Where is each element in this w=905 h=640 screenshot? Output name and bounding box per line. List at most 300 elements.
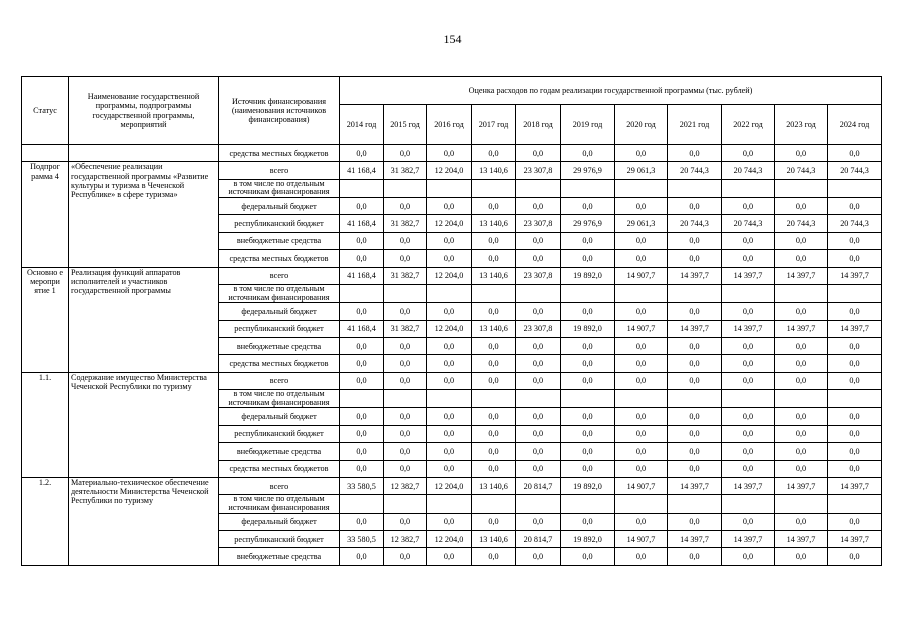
name-cell: «Обеспечение реализации государственной программы «Развитие культуры и туризма в Чеченской Республике» в сфере туризма»: [69, 162, 219, 267]
table-body: [22, 145, 882, 566]
source-cell: республиканский бюджет: [219, 530, 340, 547]
value-cell: 0,0: [340, 425, 384, 442]
value-cell: 0,0: [516, 250, 561, 267]
value-cell: 0,0: [561, 198, 615, 215]
value-cell: 0,0: [615, 355, 668, 372]
value-cell: 23 307,8: [516, 215, 561, 232]
value-cell: 14 397,7: [722, 477, 775, 494]
value-cell: [561, 284, 615, 302]
value-cell: 14 397,7: [668, 320, 722, 337]
value-cell: 0,0: [384, 355, 427, 372]
value-cell: 0,0: [561, 513, 615, 530]
value-cell: 0,0: [722, 513, 775, 530]
value-cell: 0,0: [828, 460, 882, 477]
value-cell: 14 397,7: [668, 530, 722, 547]
value-cell: 0,0: [427, 513, 472, 530]
table-row: [22, 145, 882, 162]
status-cell: 1.2.: [22, 477, 69, 565]
value-cell: 0,0: [828, 513, 882, 530]
value-cell: 0,0: [561, 460, 615, 477]
source-header: Источник финансирования (наименования источников финансирования): [219, 77, 340, 145]
value-cell: [472, 179, 516, 197]
value-cell: 0,0: [722, 408, 775, 425]
value-cell: 0,0: [340, 303, 384, 320]
value-cell: 0,0: [340, 145, 384, 162]
value-cell: 12 204,0: [427, 530, 472, 547]
value-cell: 0,0: [775, 355, 828, 372]
value-cell: 23 307,8: [516, 267, 561, 284]
value-cell: 0,0: [722, 460, 775, 477]
value-cell: [384, 495, 427, 513]
value-cell: [340, 284, 384, 302]
source-cell: всего: [219, 372, 340, 389]
value-cell: 0,0: [775, 372, 828, 389]
value-cell: 0,0: [516, 372, 561, 389]
value-cell: 0,0: [561, 355, 615, 372]
value-cell: 14 397,7: [828, 267, 882, 284]
value-cell: 29 976,9: [561, 215, 615, 232]
value-cell: 0,0: [516, 355, 561, 372]
year-header: 2020 год: [615, 105, 668, 145]
value-cell: 0,0: [668, 443, 722, 460]
source-cell: республиканский бюджет: [219, 215, 340, 232]
value-cell: [427, 284, 472, 302]
value-cell: [775, 495, 828, 513]
value-cell: 23 307,8: [516, 320, 561, 337]
value-cell: 0,0: [615, 425, 668, 442]
value-cell: 14 397,7: [722, 267, 775, 284]
year-header: 2017 год: [472, 105, 516, 145]
year-header: 2021 год: [668, 105, 722, 145]
name-cell: Материально-техническое обеспечение деятельности Министерства Чеченской Республики по туризму: [69, 477, 219, 565]
value-cell: 0,0: [668, 355, 722, 372]
value-cell: 13 140,6: [472, 320, 516, 337]
value-cell: 0,0: [516, 303, 561, 320]
source-cell: внебюджетные средства: [219, 232, 340, 249]
value-cell: 19 892,0: [561, 477, 615, 494]
source-cell: внебюджетные средства: [219, 443, 340, 460]
value-cell: 0,0: [668, 198, 722, 215]
table-row: [22, 162, 882, 179]
value-cell: 0,0: [615, 408, 668, 425]
source-cell: федеральный бюджет: [219, 513, 340, 530]
value-cell: 0,0: [561, 145, 615, 162]
status-header: Статус: [22, 77, 69, 145]
value-cell: 14 397,7: [775, 477, 828, 494]
value-cell: 0,0: [472, 250, 516, 267]
value-cell: 41 168,4: [340, 267, 384, 284]
value-cell: 0,0: [472, 198, 516, 215]
value-cell: 14 907,7: [615, 267, 668, 284]
value-cell: 0,0: [828, 250, 882, 267]
value-cell: 0,0: [384, 443, 427, 460]
source-cell: средства местных бюджетов: [219, 250, 340, 267]
source-cell: всего: [219, 477, 340, 494]
value-cell: 0,0: [668, 460, 722, 477]
value-cell: 14 397,7: [722, 320, 775, 337]
source-cell: в том числе по отдельным источникам финансирования: [219, 495, 340, 513]
table-row: [22, 477, 882, 494]
value-cell: 31 382,7: [384, 162, 427, 179]
value-cell: 0,0: [384, 250, 427, 267]
value-cell: 0,0: [828, 355, 882, 372]
value-cell: 0,0: [384, 425, 427, 442]
value-cell: 0,0: [427, 232, 472, 249]
value-cell: 0,0: [722, 443, 775, 460]
value-cell: 13 140,6: [472, 162, 516, 179]
value-cell: 19 892,0: [561, 530, 615, 547]
value-cell: 14 907,7: [615, 477, 668, 494]
value-cell: 0,0: [427, 337, 472, 354]
status-cell: Основно е меропри ятие 1: [22, 267, 69, 372]
value-cell: 0,0: [472, 232, 516, 249]
value-cell: 14 397,7: [775, 320, 828, 337]
value-cell: [384, 284, 427, 302]
value-cell: 0,0: [775, 425, 828, 442]
value-cell: 0,0: [384, 232, 427, 249]
value-cell: 0,0: [384, 460, 427, 477]
value-cell: 13 140,6: [472, 267, 516, 284]
value-cell: [615, 284, 668, 302]
source-cell: в том числе по отдельным источникам финансирования: [219, 284, 340, 302]
value-cell: 29 061,3: [615, 215, 668, 232]
status-cell: 1.1.: [22, 372, 69, 477]
value-cell: 0,0: [427, 250, 472, 267]
empty-cell: [69, 145, 219, 162]
value-cell: 13 140,6: [472, 215, 516, 232]
table-row: [22, 267, 882, 284]
value-cell: [828, 284, 882, 302]
value-cell: 0,0: [340, 355, 384, 372]
source-cell: средства местных бюджетов: [219, 460, 340, 477]
value-cell: 20 744,3: [668, 162, 722, 179]
budget-table: [21, 76, 882, 566]
source-cell: федеральный бюджет: [219, 303, 340, 320]
value-cell: 41 168,4: [340, 162, 384, 179]
value-cell: 19 892,0: [561, 267, 615, 284]
value-cell: [668, 495, 722, 513]
value-cell: [828, 390, 882, 408]
value-cell: 0,0: [722, 425, 775, 442]
value-cell: 12 204,0: [427, 162, 472, 179]
value-cell: 20 744,3: [775, 215, 828, 232]
value-cell: 0,0: [472, 548, 516, 565]
value-cell: [561, 495, 615, 513]
value-cell: [775, 284, 828, 302]
value-cell: 20 744,3: [828, 215, 882, 232]
value-cell: 0,0: [427, 355, 472, 372]
value-cell: 0,0: [775, 513, 828, 530]
table-header: [22, 77, 882, 145]
value-cell: 0,0: [828, 408, 882, 425]
value-cell: [668, 179, 722, 197]
value-cell: 0,0: [340, 372, 384, 389]
value-cell: [561, 179, 615, 197]
value-cell: 0,0: [427, 198, 472, 215]
value-cell: 0,0: [472, 425, 516, 442]
value-cell: 0,0: [615, 513, 668, 530]
value-cell: 0,0: [668, 303, 722, 320]
value-cell: [775, 390, 828, 408]
value-cell: 0,0: [516, 232, 561, 249]
value-cell: 0,0: [340, 443, 384, 460]
value-cell: 31 382,7: [384, 215, 427, 232]
value-cell: 12 204,0: [427, 215, 472, 232]
value-cell: 0,0: [340, 513, 384, 530]
value-cell: 0,0: [384, 408, 427, 425]
value-cell: 14 397,7: [828, 320, 882, 337]
value-cell: 0,0: [427, 408, 472, 425]
value-cell: 0,0: [775, 337, 828, 354]
source-cell: внебюджетные средства: [219, 548, 340, 565]
source-cell: федеральный бюджет: [219, 198, 340, 215]
value-cell: 0,0: [472, 460, 516, 477]
value-cell: 0,0: [340, 460, 384, 477]
value-cell: 0,0: [668, 548, 722, 565]
value-cell: 0,0: [775, 443, 828, 460]
value-cell: 14 397,7: [775, 530, 828, 547]
value-cell: 0,0: [775, 250, 828, 267]
source-cell: всего: [219, 162, 340, 179]
value-cell: 0,0: [668, 425, 722, 442]
value-cell: 0,0: [828, 232, 882, 249]
year-header: 2014 год: [340, 105, 384, 145]
empty-cell: [22, 145, 69, 162]
value-cell: [340, 390, 384, 408]
value-cell: 0,0: [472, 443, 516, 460]
value-cell: 14 397,7: [828, 477, 882, 494]
estimate-header: Оценка расходов по годам реализации государственной программы (тыс. рублей): [340, 77, 882, 105]
value-cell: 0,0: [775, 145, 828, 162]
value-cell: [722, 284, 775, 302]
value-cell: 14 397,7: [828, 530, 882, 547]
value-cell: 0,0: [775, 548, 828, 565]
value-cell: [427, 390, 472, 408]
value-cell: 14 397,7: [668, 267, 722, 284]
value-cell: 0,0: [427, 425, 472, 442]
value-cell: 0,0: [561, 443, 615, 460]
value-cell: 0,0: [340, 232, 384, 249]
value-cell: 0,0: [472, 408, 516, 425]
value-cell: 0,0: [384, 337, 427, 354]
source-cell: федеральный бюджет: [219, 408, 340, 425]
value-cell: 0,0: [668, 513, 722, 530]
name-header: Наименование государственной программы, подпрограммы государственной программы, мероприятий: [69, 77, 219, 145]
value-cell: 0,0: [775, 198, 828, 215]
value-cell: 0,0: [775, 232, 828, 249]
value-cell: 31 382,7: [384, 320, 427, 337]
year-header: 2016 год: [427, 105, 472, 145]
value-cell: [615, 390, 668, 408]
value-cell: 0,0: [384, 548, 427, 565]
value-cell: 0,0: [384, 372, 427, 389]
value-cell: 0,0: [828, 198, 882, 215]
value-cell: 0,0: [472, 337, 516, 354]
source-cell: средства местных бюджетов: [219, 145, 340, 162]
value-cell: 0,0: [828, 372, 882, 389]
value-cell: 0,0: [516, 548, 561, 565]
value-cell: 0,0: [472, 145, 516, 162]
status-cell: Подпрог рамма 4: [22, 162, 69, 267]
value-cell: [340, 179, 384, 197]
value-cell: 0,0: [384, 303, 427, 320]
value-cell: [516, 390, 561, 408]
value-cell: [427, 179, 472, 197]
value-cell: [472, 495, 516, 513]
value-cell: 0,0: [722, 145, 775, 162]
value-cell: [668, 284, 722, 302]
value-cell: 0,0: [516, 145, 561, 162]
value-cell: 0,0: [516, 460, 561, 477]
page-number: 154: [443, 32, 462, 46]
value-cell: 0,0: [427, 303, 472, 320]
year-header: 2023 год: [775, 105, 828, 145]
value-cell: 14 907,7: [615, 530, 668, 547]
value-cell: 0,0: [472, 372, 516, 389]
value-cell: 41 168,4: [340, 320, 384, 337]
value-cell: 20 744,3: [668, 215, 722, 232]
value-cell: 0,0: [722, 372, 775, 389]
value-cell: 0,0: [561, 548, 615, 565]
value-cell: [561, 390, 615, 408]
value-cell: 0,0: [615, 443, 668, 460]
value-cell: 0,0: [668, 232, 722, 249]
value-cell: 0,0: [615, 372, 668, 389]
value-cell: [516, 495, 561, 513]
value-cell: 0,0: [775, 408, 828, 425]
value-cell: 20 744,3: [775, 162, 828, 179]
value-cell: 0,0: [340, 250, 384, 267]
year-header: 2019 год: [561, 105, 615, 145]
value-cell: 0,0: [722, 303, 775, 320]
value-cell: 0,0: [516, 337, 561, 354]
name-cell: Реализация функций аппаратов исполнителей и участников государственной программы: [69, 267, 219, 372]
value-cell: 13 140,6: [472, 477, 516, 494]
value-cell: 0,0: [561, 425, 615, 442]
value-cell: [775, 179, 828, 197]
value-cell: 0,0: [668, 372, 722, 389]
source-cell: средства местных бюджетов: [219, 355, 340, 372]
year-header: 2024 год: [828, 105, 882, 145]
value-cell: 12 382,7: [384, 477, 427, 494]
value-cell: 0,0: [668, 337, 722, 354]
value-cell: 0,0: [427, 460, 472, 477]
source-cell: в том числе по отдельным источникам финансирования: [219, 390, 340, 408]
value-cell: [384, 390, 427, 408]
value-cell: 0,0: [615, 303, 668, 320]
value-cell: 0,0: [828, 425, 882, 442]
value-cell: 0,0: [561, 250, 615, 267]
value-cell: 0,0: [615, 548, 668, 565]
source-cell: республиканский бюджет: [219, 425, 340, 442]
value-cell: 0,0: [561, 372, 615, 389]
value-cell: 0,0: [516, 198, 561, 215]
value-cell: 29 976,9: [561, 162, 615, 179]
value-cell: 0,0: [615, 250, 668, 267]
value-cell: [516, 179, 561, 197]
value-cell: 0,0: [340, 198, 384, 215]
value-cell: [668, 390, 722, 408]
value-cell: [615, 495, 668, 513]
value-cell: 0,0: [384, 513, 427, 530]
value-cell: 0,0: [516, 425, 561, 442]
value-cell: 0,0: [561, 337, 615, 354]
source-cell: республиканский бюджет: [219, 320, 340, 337]
value-cell: 0,0: [722, 337, 775, 354]
value-cell: 14 397,7: [722, 530, 775, 547]
year-header: 2015 год: [384, 105, 427, 145]
value-cell: [722, 495, 775, 513]
value-cell: 0,0: [427, 372, 472, 389]
value-cell: [340, 495, 384, 513]
value-cell: 0,0: [340, 548, 384, 565]
value-cell: 0,0: [340, 408, 384, 425]
value-cell: [384, 179, 427, 197]
value-cell: 0,0: [472, 513, 516, 530]
value-cell: 0,0: [722, 250, 775, 267]
value-cell: 0,0: [561, 303, 615, 320]
value-cell: 0,0: [384, 198, 427, 215]
value-cell: 20 744,3: [722, 215, 775, 232]
value-cell: 33 580,5: [340, 477, 384, 494]
value-cell: 0,0: [516, 408, 561, 425]
value-cell: [828, 495, 882, 513]
source-cell: внебюджетные средства: [219, 337, 340, 354]
value-cell: 0,0: [828, 548, 882, 565]
value-cell: 0,0: [561, 232, 615, 249]
value-cell: 0,0: [668, 408, 722, 425]
value-cell: 20 744,3: [828, 162, 882, 179]
value-cell: 0,0: [615, 337, 668, 354]
value-cell: 0,0: [427, 548, 472, 565]
value-cell: 33 580,5: [340, 530, 384, 547]
value-cell: 41 168,4: [340, 215, 384, 232]
value-cell: 20 814,7: [516, 530, 561, 547]
value-cell: 0,0: [615, 232, 668, 249]
value-cell: 12 382,7: [384, 530, 427, 547]
value-cell: 0,0: [722, 355, 775, 372]
value-cell: 0,0: [427, 145, 472, 162]
value-cell: 0,0: [722, 548, 775, 565]
value-cell: 13 140,6: [472, 530, 516, 547]
value-cell: 23 307,8: [516, 162, 561, 179]
value-cell: 0,0: [561, 408, 615, 425]
value-cell: [427, 495, 472, 513]
value-cell: 0,0: [427, 443, 472, 460]
value-cell: 0,0: [384, 145, 427, 162]
value-cell: 19 892,0: [561, 320, 615, 337]
value-cell: [722, 390, 775, 408]
value-cell: [722, 179, 775, 197]
value-cell: 0,0: [668, 145, 722, 162]
value-cell: 0,0: [340, 337, 384, 354]
value-cell: [472, 284, 516, 302]
value-cell: 0,0: [668, 250, 722, 267]
value-cell: 0,0: [615, 198, 668, 215]
value-cell: 0,0: [615, 460, 668, 477]
table-row: [22, 372, 882, 389]
value-cell: 14 397,7: [668, 477, 722, 494]
value-cell: 0,0: [828, 337, 882, 354]
value-cell: 0,0: [828, 443, 882, 460]
value-cell: 0,0: [775, 460, 828, 477]
value-cell: 20 814,7: [516, 477, 561, 494]
value-cell: 0,0: [775, 303, 828, 320]
year-header: 2022 год: [722, 105, 775, 145]
value-cell: 31 382,7: [384, 267, 427, 284]
source-cell: в том числе по отдельным источникам финансирования: [219, 179, 340, 197]
value-cell: 0,0: [516, 513, 561, 530]
